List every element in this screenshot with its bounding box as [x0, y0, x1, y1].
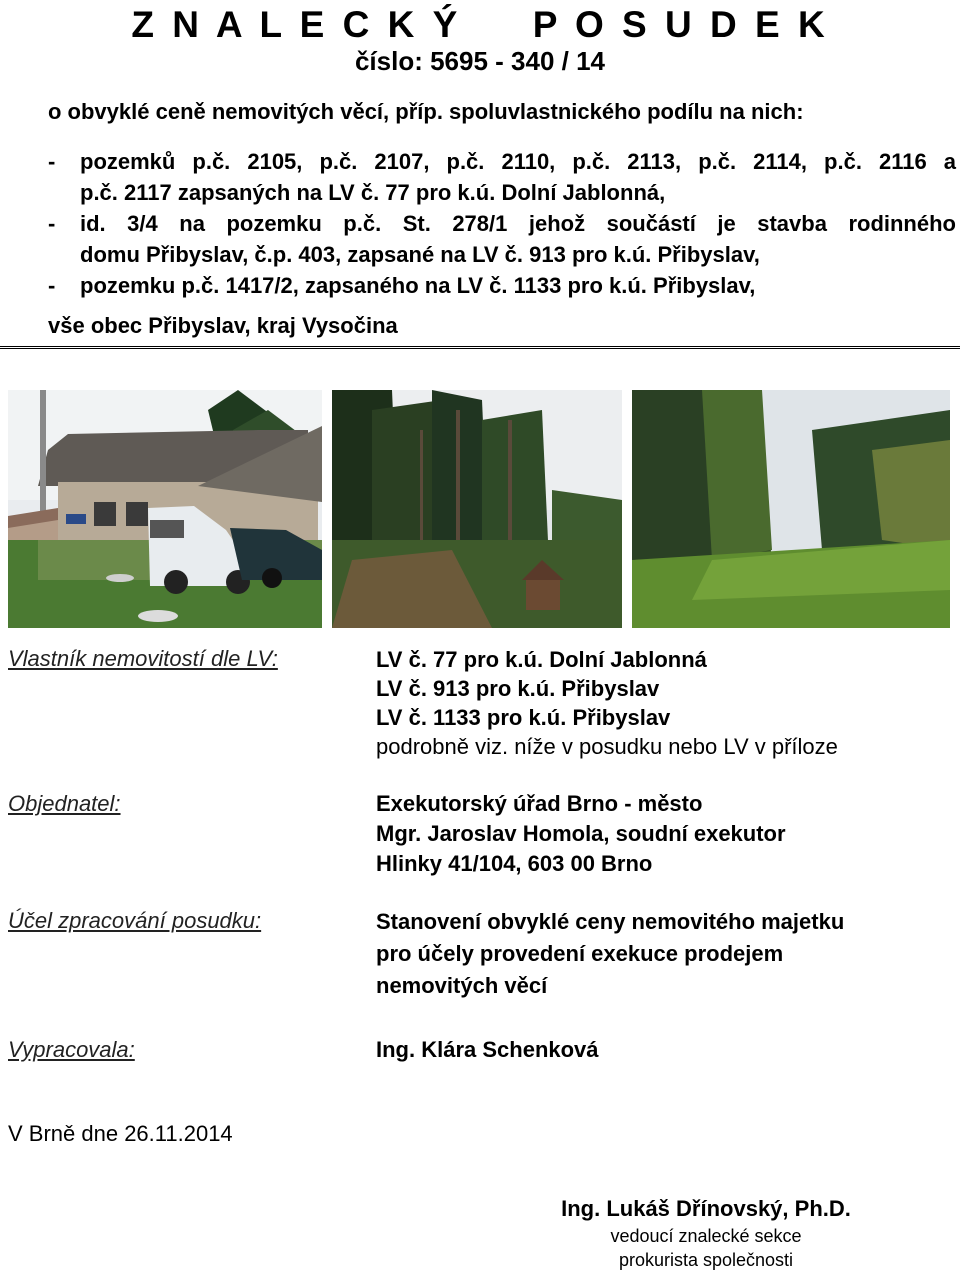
- location-summary: vše obec Přibyslav, kraj Vysočina: [48, 313, 398, 338]
- owner-label: Vlastník nemovitostí dle LV:: [8, 646, 278, 671]
- signatory-name: Ing. Lukáš Dřínovský, Ph.D.: [561, 1196, 851, 1221]
- document-number: číslo: 5695 - 340 / 14: [354, 46, 606, 76]
- client-line: Exekutorský úřad Brno - město: [376, 791, 703, 816]
- photo-house: [8, 390, 322, 628]
- author-name: Ing. Klára Schenková: [376, 1037, 599, 1062]
- signatory-role: vedoucí znalecké sekce: [610, 1226, 802, 1246]
- divider: [0, 346, 960, 349]
- purpose-value: [376, 906, 844, 1002]
- list-item-text: pozemků p.č. 2105, p.č. 2107, p.č. 2110, p.č. 2113, p.č. 2114, p.č. 2116 a: [80, 149, 956, 174]
- client-line: Mgr. Jaroslav Homola, soudní exekutor: [376, 821, 786, 846]
- document-subject: o obvyklé ceně nemovitých věcí, příp. spoluvlastnického podílu na nich:: [48, 99, 804, 124]
- owner-line: LV č. 77 pro k.ú. Dolní Jablonná: [376, 647, 707, 672]
- list-item-text: pozemku p.č. 1417/2, zapsaného na LV č. 1133 pro k.ú. Přibyslav,: [80, 273, 756, 298]
- document-date: V Brně dne 26.11.2014: [8, 1121, 233, 1146]
- client-label: Objednatel:: [8, 791, 121, 816]
- signature-block: [520, 1194, 892, 1272]
- list-item: [48, 208, 956, 270]
- owner-line: LV č. 1133 pro k.ú. Přibyslav: [376, 705, 671, 730]
- purpose-line: Stanovení obvyklé ceny nemovitého majetku: [376, 909, 845, 934]
- document-title: Z N A L E C K Ý P O S U D E K: [131, 4, 829, 45]
- owner-line: LV č. 913 pro k.ú. Přibyslav: [376, 676, 660, 701]
- purpose-line: pro účely provedení exekuce prodejem: [376, 941, 784, 966]
- list-item-text: p.č. 2117 zapsaných na LV č. 77 pro k.ú. Dolní Jablonná,: [80, 180, 666, 205]
- list-dash: -: [48, 149, 56, 174]
- owner-note: podrobně viz. níže v posudku nebo LV v příloze: [376, 734, 838, 759]
- list-dash: -: [48, 211, 56, 236]
- list-item: [48, 270, 956, 301]
- list-item-text: domu Přibyslav, č.p. 403, zapsané na LV č. 913 pro k.ú. Přibyslav,: [80, 242, 760, 267]
- purpose-line: nemovitých věcí: [376, 973, 548, 998]
- list-item: [48, 146, 956, 208]
- signatory-role: prokurista společnosti: [618, 1250, 794, 1270]
- list-dash: -: [48, 273, 56, 298]
- property-list: [48, 146, 956, 301]
- owner-value: [376, 645, 838, 761]
- author-label: Vypracovala:: [8, 1037, 135, 1062]
- author-value: [376, 1035, 599, 1064]
- photo-meadow: [632, 390, 950, 628]
- client-value: [376, 789, 786, 879]
- purpose-label: Účel zpracování posudku:: [8, 908, 262, 933]
- photo-forest: [332, 390, 622, 628]
- client-line: Hlinky 41/104, 603 00 Brno: [376, 851, 653, 876]
- list-item-text: id. 3/4 na pozemku p.č. St. 278/1 jehož součástí je stavba rodinného: [80, 211, 956, 236]
